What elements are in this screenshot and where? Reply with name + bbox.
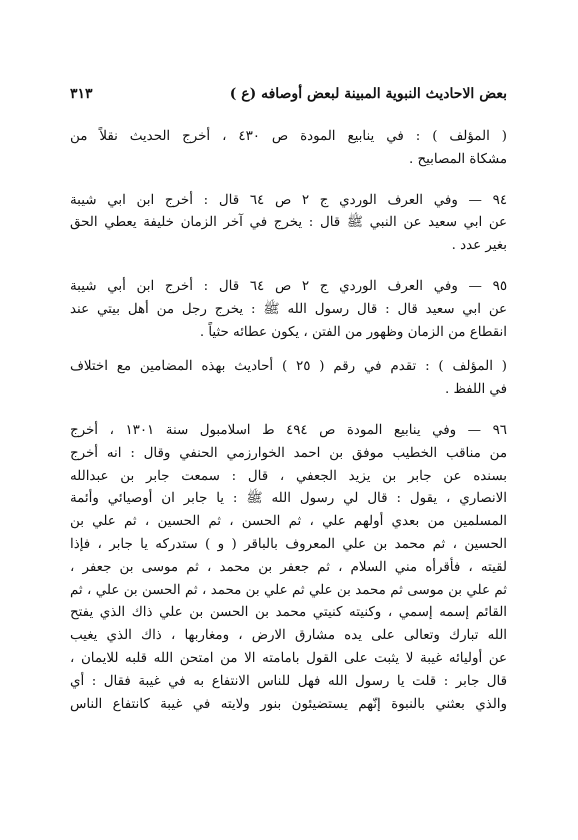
page-header: [70, 86, 507, 110]
document-page: [70, 86, 507, 716]
text-line: قال جابر : قلت يا رسول الله فهل للناس الانتفاع به في غيبة فقال : أي: [70, 673, 507, 689]
text-line: الانصاري ، يقول : قال لي رسول الله ﷺ : يا جابر ان أوصيائي وأئمة: [70, 491, 507, 507]
text-line: في اللفظ .: [444, 382, 507, 398]
text-line: عن ابي سعيد قال : قال رسول الله ﷺ : يخرج رجل من أهل بيتي عند: [70, 301, 507, 317]
text-line: بغير عدد .: [451, 238, 507, 254]
text-line: القائم إسمه إسمي ، وكنيته كنيتي محمد بن الحسن بن علي ذاك الذي يفتح: [70, 605, 507, 621]
author-note-paragraph: [70, 356, 507, 402]
page-number: ٣١٣: [70, 86, 93, 102]
text-line: لقيته ، فأقرأه مني السلام ، ثم جعفر بن محمد ، ثم موسى بن جعفر ،: [70, 559, 507, 575]
text-line: ٩٥ — وفي العرف الوردي ج ٢ ص ٦٤ قال : أخرج ابن أبي شيبة: [70, 278, 507, 294]
text-line: ( المؤلف ) : في ينابيع المودة ص ٤٣٠ ، أخرج الحديث نقلاً من: [70, 129, 507, 144]
text-line: ٩٤ — وفي العرف الوردي ج ٢ ص ٦٤ قال : أخرج ابن ابي شيبة: [70, 192, 507, 208]
text-line: المسلمين من بعدي أولهم علي ، ثم الحسن ، ثم الحسين ، ثم علي بن: [70, 514, 507, 530]
text-line: عن ابي سعيد عن النبي ﷺ قال : يخرج في آخر الزمان خليفة يعطي الحق: [70, 215, 507, 231]
paragraph-gap: [70, 344, 507, 356]
text-line: بسنده عن جابر بن يزيد الجعفي ، قال : سمعت جابر بن عبدالله: [70, 468, 507, 484]
text-line: انقطاع من الزمان وظهور من الفتن ، يكون عطائه حثياً .: [199, 324, 507, 340]
paragraph-gap: [70, 172, 507, 190]
text-line: ثم علي بن موسى ثم محمد بن علي ثم علي بن محمد ، ثم الحسن بن علي ، ثم: [70, 582, 507, 598]
text-line: الله تبارك وتعالى على يده مشارق الارض ، ومغاربها ، ذاك الذي يغيب: [70, 628, 507, 644]
text-line: من مناقب الخطيب موفق بن احمد الخوارزمي الحنفي وقال : انه أخرج: [70, 445, 507, 461]
text-line: والذي بعثني بالنبوة إنّهم يستضيئون بنور ولايته في غيبة كانتفاع الناس: [70, 696, 507, 712]
text-line: ( المؤلف ) : تقدم في رقم ( ٢٥ ) أحاديث بهذه المضامين مع اختلاف: [70, 359, 507, 375]
text-line: الحسين ، ثم محمد بن علي المعروف بالباقر ( و ) ستدركه يا جابر ، فإذا: [70, 536, 507, 552]
text-line: ٩٦ — وفي ينابيع المودة ص ٤٩٤ ط اسلامبول سنة ١٣٠١ ، أخرج: [70, 422, 507, 438]
text-line: مشكاة المصابيح .: [408, 151, 507, 167]
hadith-96-paragraph: [70, 420, 507, 716]
paragraph-gap: [70, 258, 507, 276]
running-title: بعض الاحاديث النبوية المبينة لبعض أوصافه (ع ): [229, 86, 507, 102]
text-line: عن أوليائه غيبة لا يثبت على القول بامامته الا من امتحن الله قلبه للايمان ،: [70, 650, 507, 666]
author-note-paragraph: [70, 126, 507, 172]
paragraph-gap: [70, 402, 507, 420]
hadith-95-paragraph: [70, 276, 507, 344]
hadith-94-paragraph: [70, 190, 507, 258]
